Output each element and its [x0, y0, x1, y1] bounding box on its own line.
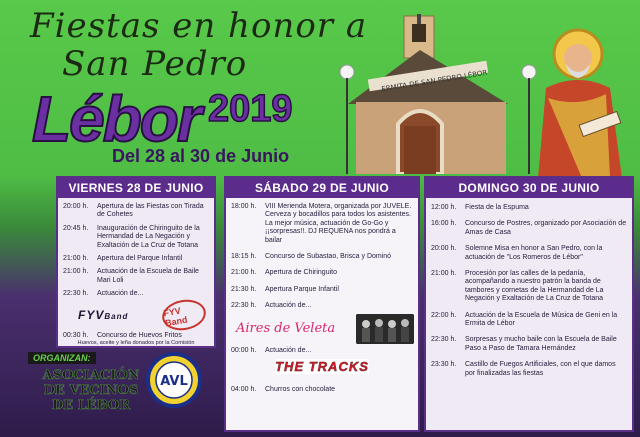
entry-time: 20:00 h.: [63, 203, 89, 210]
entry-text: Actuación de la Escuela de Baile Mari Loli: [97, 268, 199, 284]
friday-heading: VIERNES 28 DE JUNIO: [58, 178, 214, 198]
band-photo: [356, 314, 414, 344]
schedule-entry: [58, 268, 214, 285]
entry-time: 20:00 h.: [431, 245, 457, 253]
schedule-entry: [426, 220, 632, 237]
entry-text: Apertura del Parque Infantil: [97, 255, 183, 263]
aires-de-veleta-logo: Aires de Veleta: [236, 321, 336, 337]
entry-text: VIII Merienda Motera, organizada por JUVELE. Cerveza y bocadillos para todos los asistentes. La mejor música, actuación de Go-Go y ¡¡sorpresas!!. DJ REQUENA nos pondrá a bailar: [265, 203, 412, 244]
schedule-entry: [226, 386, 418, 394]
entry-time: 18:00 h.: [231, 203, 257, 210]
entry-time: 21:00 h.: [63, 255, 89, 263]
fyv-band-name: FYV: [78, 307, 105, 322]
schedule-entry: [426, 361, 632, 378]
entry-text: Actuación de...: [265, 302, 312, 310]
organizers-label: ORGANIZAN:: [28, 352, 96, 364]
schedule-entry: [58, 290, 214, 298]
schedule-entry: [426, 245, 632, 262]
entry-text: Sorpresas y mucho baile con la Escuela de Baile Paso a Paso de Tamara Hernández: [465, 336, 617, 352]
entry-time: 16:00 h.: [431, 220, 457, 228]
organizer-name-line: DE VECINOS: [43, 383, 139, 398]
friday-schedule-panel: [56, 176, 216, 348]
festival-year: 2019: [208, 88, 293, 130]
schedule-entry: [58, 225, 214, 250]
entry-text: Inauguración de Chiringuito de la Hermandad de La Negación y Exaltación de La Cruz de Totana: [97, 224, 200, 249]
entry-time: 04:00 h.: [231, 386, 257, 394]
festival-dates: Del 28 al 30 de Junio: [112, 146, 290, 166]
tracks-row: [226, 359, 418, 374]
saint-pedro-statue-image: [518, 28, 636, 178]
entry-text: Castillo de Fuegos Artificiales, con el que damos por finalizadas las fiestas: [465, 361, 616, 377]
association-logo-icon: [146, 352, 202, 408]
entry-time: 21:30 h.: [231, 285, 257, 293]
entry-text: Fiesta de la Espuma: [465, 204, 529, 211]
schedule-entry: [226, 347, 418, 355]
entry-time: 18:15 h.: [231, 253, 257, 261]
entry-text: Apertura de Chiringuito: [265, 269, 337, 277]
schedule-entry: [226, 203, 418, 245]
entry-time: 21:00 h.: [231, 269, 257, 277]
church-illustration: [338, 14, 528, 174]
entry-text: Concurso de Postres, organizado por Asociación de Amas de Casa: [465, 220, 627, 236]
entry-time: 20:45 h.: [63, 224, 89, 232]
schedule-entry: [58, 332, 214, 340]
entry-text: Actuación de...: [97, 290, 144, 298]
schedule-entry: [426, 336, 632, 353]
entry-time: 22:00 h.: [431, 311, 457, 319]
entry-time: 22:30 h.: [63, 290, 89, 298]
schedule-entry: [226, 269, 418, 277]
aires-row: [226, 313, 418, 345]
fyv-band-suffix: Band: [104, 311, 129, 321]
sunday-heading: DOMINGO 30 DE JUNIO: [426, 178, 632, 198]
association-logo-text: AVL: [160, 374, 188, 389]
schedule-entry: [58, 203, 214, 220]
organizer-name: [36, 368, 146, 413]
sunday-schedule-panel: [424, 176, 634, 432]
entry-time: 12:00 h.: [431, 204, 457, 211]
entry-time: 22:30 h.: [231, 302, 257, 310]
entry-time: 00:00 h.: [231, 346, 257, 354]
saturday-heading: SÁBADO 29 DE JUNIO: [226, 178, 418, 198]
entry-time: 00:30 h.: [63, 331, 89, 339]
entry-text: Concurso de Huevos Fritos: [97, 331, 182, 339]
entry-text: Apertura Parque Infantil: [265, 285, 339, 293]
schedule-entry: [58, 255, 214, 263]
fyv-band-logo: [78, 308, 128, 322]
entry-text: Procesión por las calles de la pedanía, acompañando a nuestro patrón la banda de tambores y cornetas de la Hermandad de La Negación y Exaltación de La Cruz de Totana: [465, 270, 604, 303]
entry-text: Actuación de la Escuela de Música de Geni en la Ermita de Lébor: [465, 311, 618, 328]
organizer-name-line: DE LÉBOR: [51, 398, 131, 413]
saturday-schedule-panel: [224, 176, 420, 432]
organizer-name-line: ASOCIACIÓN: [42, 368, 140, 383]
schedule-entry: [226, 302, 418, 310]
entry-time: 21:00 h.: [63, 268, 89, 276]
schedule-entry: [226, 286, 418, 294]
schedule-entry: [226, 253, 418, 261]
entry-text: Churros con chocolate: [265, 386, 336, 394]
entry-text: Apertura de las Fiestas con Tirada de Cohetes: [97, 203, 204, 219]
schedule-entry: [426, 312, 632, 329]
entry-text: Solemne Misa en honor a San Pedro, con la actuación de "Los Romeros de Lébor": [465, 245, 603, 261]
entry-time: 23:30 h.: [431, 361, 457, 369]
entry-time: 22:30 h.: [431, 336, 457, 344]
huevos-note: Huevos, aceite y leña donados por la Comisión: [77, 340, 195, 347]
the-tracks-logo: THE TRACKS: [275, 359, 369, 375]
schedule-entry: [426, 270, 632, 304]
fyv-band-stamp: FYV Band: [160, 296, 209, 333]
church-sign-text: ERMITA DE SAN PEDRO LÉBOR: [380, 68, 488, 94]
title-line-2: San Pedro: [62, 44, 248, 84]
entry-text: Actuación de...: [265, 346, 312, 354]
entry-text: Concurso de Subastao, Brisca y Dominó: [265, 253, 392, 261]
town-name: Lébor: [32, 83, 200, 155]
entry-time: 21:00 h.: [431, 270, 457, 278]
fyv-band-row: [58, 300, 214, 330]
title-line-1: Fiestas en honor a: [30, 6, 368, 46]
schedule-entry: [426, 204, 632, 212]
